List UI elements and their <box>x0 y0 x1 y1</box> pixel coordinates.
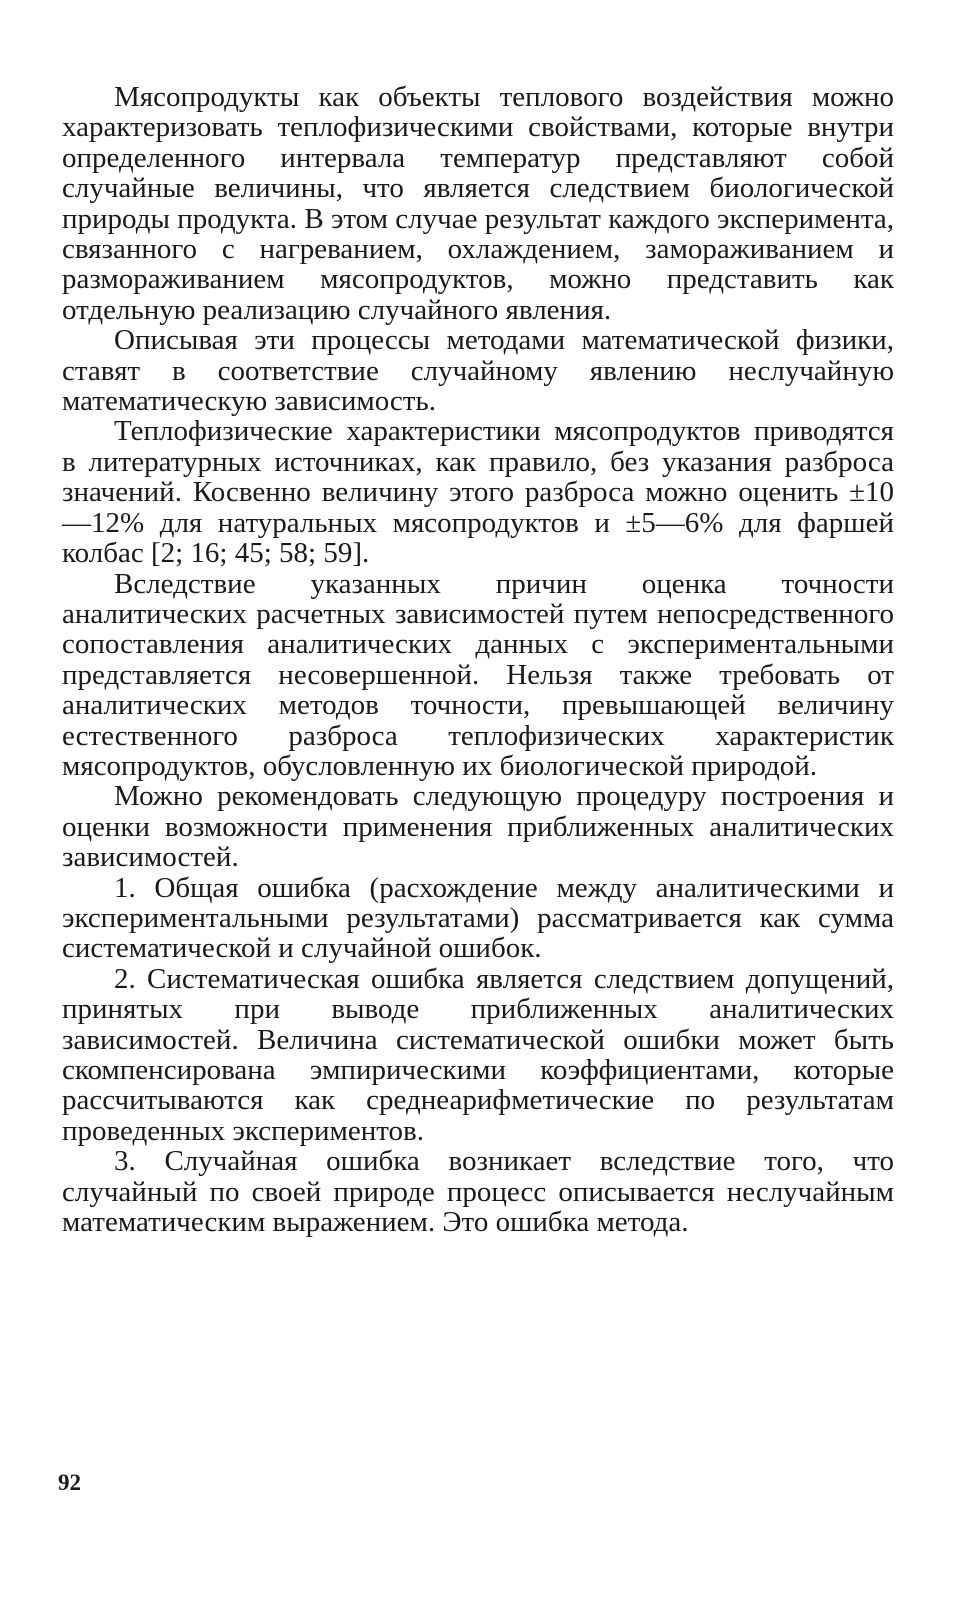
list-item-2: 2. Систематическая ошибка является следствием допущений, принятых при выводе приближенных аналитических зависимостей. Величина систематической ошибки может быть скомпенсирована эмпирическими коэффициентами, которые рассчитываются как среднеарифметические по результатам проведенных экспериментов. <box>62 962 894 1147</box>
paragraph-1: Мясопродукты как объекты теплового воздействия можно характеризовать теплофизическими свойствами, которые внутри определенного интервала температур представляют собой случайные величины, что является следствием биологической природы продукта. В этом случае результат каждого эксперимента, связанного с нагреванием, охлаждением, замораживанием и размораживанием мясопродуктов, можно представить как отдельную реализацию случайного явления. <box>62 81 894 326</box>
paragraph-4: Вследствие указанных причин оценка точности аналитических расчетных зависимостей путем непосредственного сопоставления аналитических данных с экспериментальными представляется несовершенной. Нельзя также требовать от аналитических методов точности, превышающей величину естественного разброса теплофизических характеристик мясопродуктов, обусловленную их биологической природой. <box>62 567 894 782</box>
paragraph-2: Описывая эти процессы методами математической физики, ставят в соответствие случайному явлению неслучайную математическую зависимость. <box>62 324 894 418</box>
list-item-3: 3. Случайная ошибка возникает вследствие того, что случайный по своей природе процесс описывается неслучайным математическим выражением. Это ошибка метода. <box>62 1145 894 1239</box>
paragraph-3: Теплофизические характеристики мясопродуктов приводятся в литературных источниках, как правило, без указания разброса значений. Косвенно величину этого разброса можно оценить ±10—12% для натуральных мясопродуктов и ±5—6% для фаршей колбас [2; 16; 45; 58; 59]. <box>62 415 894 570</box>
page-body <box>62 82 894 1237</box>
paragraph-5: Можно рекомендовать следующую процедуру построения и оценки возможности применения приближенных аналитических зависимостей. <box>62 780 894 874</box>
list-item-1: 1. Общая ошибка (расхождение между аналитическими и экспериментальными результатами) рассматривается как сумма систематической и случайной ошибок. <box>62 871 894 965</box>
page-number: 92 <box>58 1470 81 1495</box>
